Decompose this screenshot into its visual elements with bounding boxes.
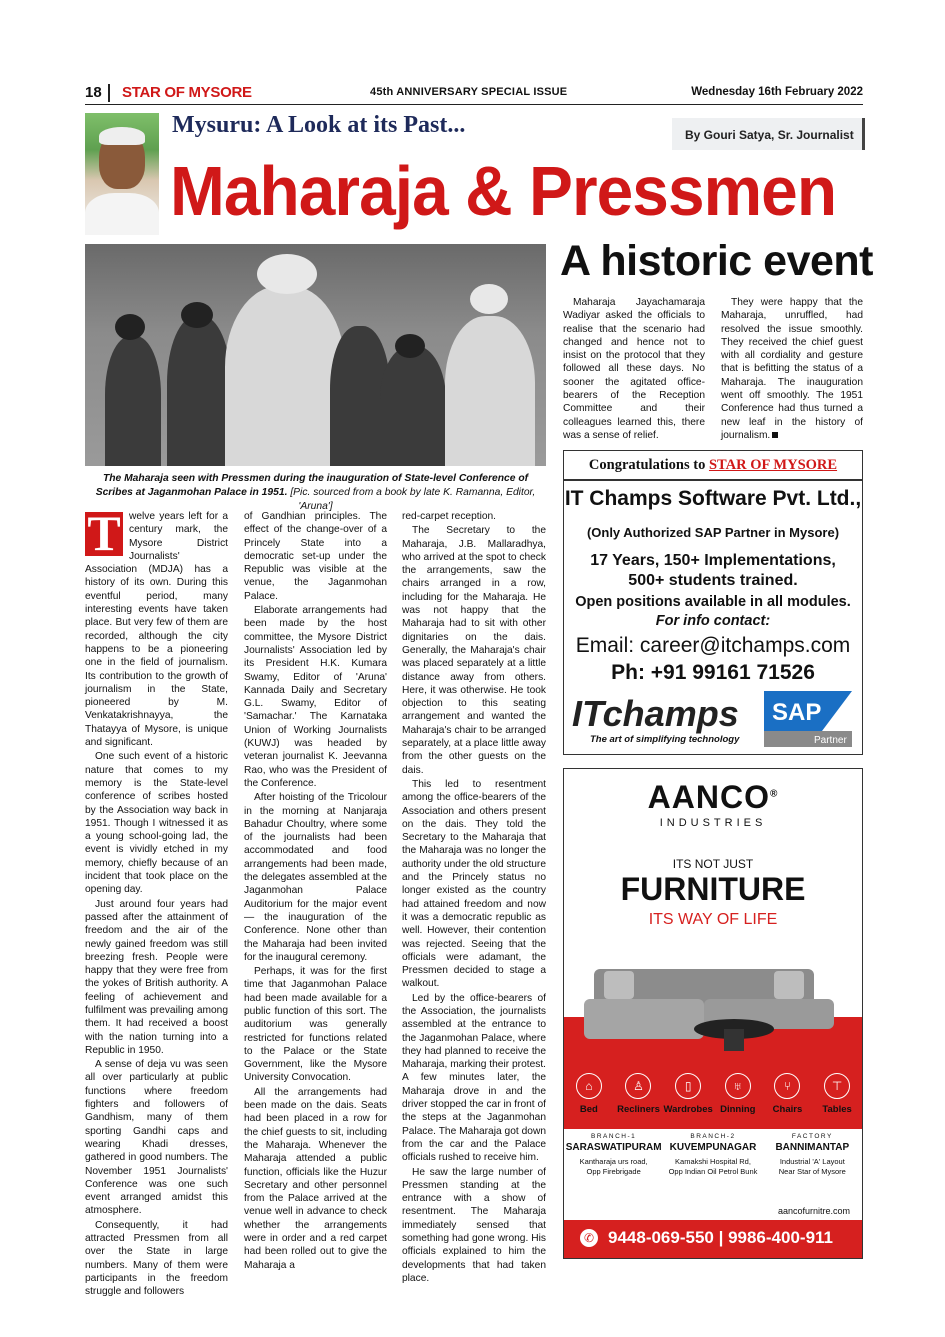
ad-company-name: IT Champs Software Pvt. Ltd., — [564, 487, 862, 510]
byline: By Gouri Satya, Sr. Journalist — [685, 128, 854, 142]
paragraph: A sense of deja vu was seen all over particularly at public functions where freedom fighters and followers of Gandhism, many of them sporting Gandhi caps and wearing Khadi dresses, gathered in good numbers. The November 1951 Journalists' Conference was one such event arranged amidst this atmosphere. — [85, 1059, 228, 1217]
paragraph: Elaborate arrangements had been made by the host committee, the Mysore District Journalists' Association led by its President H.K. Kumara Swamy, Editor of 'Aruna' Kannada Daily and Secretary G.L. Swamy, Editor of 'Samachar.' The Karnataka Union of Working Journalists (KUWJ) was headed by veteran journalist K. Jeevanna Rao, who was the President of the Conference. — [244, 605, 387, 789]
category-bed[interactable]: ⌂ Bed — [565, 1073, 613, 1115]
end-mark — [772, 432, 778, 438]
ad-divider — [564, 479, 862, 481]
category-list — [564, 1073, 862, 1115]
paragraph: Consequently, it had attracted Pressmen from all over the State in large numbers. Many of them were participants in the freedom struggle and followers — [85, 1219, 228, 1298]
issue-date: Wednesday 16th February 2022 — [691, 86, 863, 98]
itchamps-ad — [563, 450, 863, 755]
article-column-2 — [244, 510, 387, 1273]
aanco-subtitle: INDUSTRIES — [659, 817, 767, 829]
tagline-line-3: ITS WAY OF LIFE — [648, 911, 778, 928]
photo-caption: The Maharaja seen with Pressmen during the inauguration of State-level Conference of Scribes at Jaganmohan Palace in 1951. [Pic. sourced from a book by late K. Ramanna, Editor, 'Aruna'] — [95, 473, 536, 512]
category-wardrobes[interactable]: ▯ Wardrobes — [664, 1073, 712, 1115]
phone-icon: ✆ — [580, 1229, 598, 1247]
drop-cap: T — [85, 512, 123, 556]
article-column-1 — [85, 505, 228, 1300]
ad-partner-line: (Only Authorized SAP Partner in Mysore) — [586, 525, 840, 540]
paragraph: This led to resentment among the office-bearers of the Association and others present on the dais. They told the Secretary to the Maharaja that the Maharaja was no longer the authority under the old structure and the Princely status no longer existed as the country had attained freedom and now it was a democratic republic as well. However, their contention was rejected. Seeing that the officials were adamant, the Pressmen decided to stage a walkout. — [402, 778, 546, 990]
header-divider — [108, 84, 110, 102]
series-kicker: Mysuru: A Look at its Past... — [172, 112, 466, 138]
chair-icon: ⑂ — [774, 1073, 800, 1099]
sap-partner-logo — [764, 691, 852, 747]
article-column-3 — [402, 510, 546, 1286]
special-issue-label: 45th ANNIVERSARY SPECIAL ISSUE — [370, 86, 568, 98]
paragraph: Just around four years had passed after the attainment of freedom and the air of the newly gained freedom was still breezing fresh. People were happy that they were free from the yokes of British authority. A feeling of achievement and fulfilment was prevailing among them. It had received a boost with the nation turning into a Republic in 1950. — [85, 898, 228, 1056]
paragraph: He saw the large number of Pressmen standing at the entrance with a show of resentment. The Maharaja immediately sensed that something had gone wrong. His officials explained to him the developments that had taken place. — [402, 1166, 546, 1284]
category-dinning[interactable]: ♅ Dinning — [714, 1073, 762, 1115]
paragraph: One such event of a historic nature that comes to my memory is the State-level conference of scribes hosted by the Association way back in 1951. Though I witnessed it as a young school-going lad, the event is vividly etched in my memory, chiefly because of an incident that took place on the opening day. — [85, 751, 228, 896]
aanco-phones[interactable]: 9448-069-550 | 9986-400-911 — [608, 1228, 834, 1247]
branch-list — [564, 1133, 862, 1177]
sap-partner-text: Partner — [814, 735, 847, 746]
headline: Maharaja & Pressmen — [170, 152, 837, 230]
historic-photo — [85, 244, 546, 466]
ad-email[interactable]: Email: career@itchamps.com — [575, 634, 851, 657]
itchamps-tagline: The art of simplifying technology — [590, 734, 740, 745]
paragraph: All the arrangements had been made on the dais. Seats had been placed in a row for the chief guests to sit, including the Maharaja. Whenever the Maharaja attended a public function, officials like the Huzur Secretary and other personnel from the Palace arrived at the venue well in advance to check whether the arrangements were in order and a red carpet had been rolled out to give the Maharaja a — [244, 1086, 387, 1271]
paragraph: Perhaps, it was for the first time that Jaganmohan Palace had been made available for a public function of this sort. The auditorium was generally restricted for functions related to the Palace or the State Government, like the Mysore University Convocation. — [244, 966, 387, 1084]
phone-band — [564, 1220, 862, 1258]
table-icon: ⊤ — [824, 1073, 850, 1099]
recliner-icon: ♙ — [625, 1073, 651, 1099]
paragraph: Maharaja Jayachamaraja Wadiyar asked the officials to realise that the scenario had changed and hence not to insist on the protocol that they followed all these days. No sooner the agitated office-bearers of the Reception Committee and their colleagues learned this, there was a sense of relief. — [563, 297, 705, 441]
paragraph: of Gandhian principles. The effect of the change-over of a Princely State into a democratic set-up under the Republic was visible at the venue, the Jaganmohan Palace. — [244, 511, 387, 602]
sap-logo-text: SAP — [772, 699, 822, 726]
paragraph: red-carpet reception. — [402, 511, 497, 522]
tagline-line-1: ITS NOT JUST — [672, 857, 754, 871]
wardrobe-icon: ▯ — [675, 1073, 701, 1099]
tagline-line-2: FURNITURE — [620, 871, 806, 907]
category-chairs[interactable]: ⑂ Chairs — [763, 1073, 811, 1115]
article-column-4 — [563, 296, 705, 443]
masthead-brand: STAR OF MYSORE — [122, 84, 252, 101]
ad-positions-line: Open positions available in all modules. — [575, 594, 851, 610]
ad-congrats-line: Congratulations to STAR OF MYSORE — [588, 457, 838, 473]
page-number: 18 — [85, 84, 102, 101]
ad-stats-line-1: 17 Years, 150+ Implementations, — [590, 552, 836, 569]
paragraph: After hoisting of the Tricolour in the morning at Nanjaraja Bahadur Choultry, where some of the journalists had been accommodated and food arrangements had been made, the delegates assembled at the Jaganmohan Palace Auditorium for the major event — the inauguration of the Conference. None other than the Maharaja had been invited for the inaugural ceremony. — [244, 792, 387, 963]
paragraph: They were happy that the Maharaja, unruffled, had resolved the issue smoothly. They received the chief guest with all cordiality and gesture that is befitting the status of a Maharaja. The inauguration went off smoothly. The 1951 Conference had thus turned a new leaf in the history of journalism. — [721, 297, 863, 441]
subheadline: A historic event — [560, 237, 873, 285]
aanco-logo: AANCO® — [647, 779, 779, 815]
branch-item: BRANCH-1 SARASWATIPURAM Kantharaja urs road, Opp Firebrigade — [565, 1133, 662, 1176]
ad-stats-line-2: 500+ students trained. — [628, 572, 798, 589]
aanco-ad — [563, 768, 863, 1259]
ad-phone[interactable]: Ph: +91 99161 71526 — [611, 661, 815, 684]
sofa-image — [574, 949, 854, 1059]
paragraph: Led by the office-bearers of the Association, the journalists assembled at the entrance to the Jaganmohan Palace, where they had planned to receive the Maharaja, marking their protest. A few minutes later, the Maharaja drove in and the driver stopped the car in front of the steps at the Jaganmohan Palace. The Maharaja got down from the car and the Palace officials rushed to receive him. — [402, 992, 546, 1164]
bed-icon: ⌂ — [576, 1073, 602, 1099]
article-column-5 — [721, 296, 863, 443]
dining-icon: ♅ — [725, 1073, 751, 1099]
ad-info-line: For info contact: — [655, 613, 771, 629]
author-portrait — [85, 113, 159, 235]
branch-item: FACTORY BANNIMANTAP Industrial 'A' Layout Near Star of Mysore — [775, 1133, 850, 1176]
itchamps-logo: ITchamps — [572, 693, 739, 734]
category-recliners[interactable]: ♙ Recliners — [614, 1073, 662, 1115]
aanco-website[interactable]: aancofurnitre.com — [777, 1206, 850, 1216]
paragraph: welve years left for a century mark, the Mysore District Journalists' Association (MDJA) has a history of its own. During this eventful period, many interesting events have taken place. But very few of them are recorded, although the city happens to be a pioneering one in the field of journalism. Its contribution to the growth of journalism in the State, pioneered by M. Venkatakrishnayya, the Thatayya of Mysore, is unique and significant. — [85, 511, 228, 749]
category-tables[interactable]: ⊤ Tables — [813, 1073, 861, 1115]
branch-item: BRANCH-2 KUVEMPUNAGAR Kamakshi Hospital Rd, Opp Indian Oil Petrol Bunk — [668, 1133, 758, 1176]
paragraph: The Secretary to the Maharaja, J.B. Mallaradhya, who arrived at the spot to check the arrangements, saw the chairs arranged in a row, including for the Maharaja. He was not happy that the Maharaja had to sit with other dignitaries on the dais. Generally, the Maharaja's chair was placed separately at a little distance away from others. Here, it was otherwise. He took objection to this seating arrangement and wanted the Maharaja's chair to be arranged separately, at a place little away from the other guests on the dais. — [402, 525, 546, 776]
